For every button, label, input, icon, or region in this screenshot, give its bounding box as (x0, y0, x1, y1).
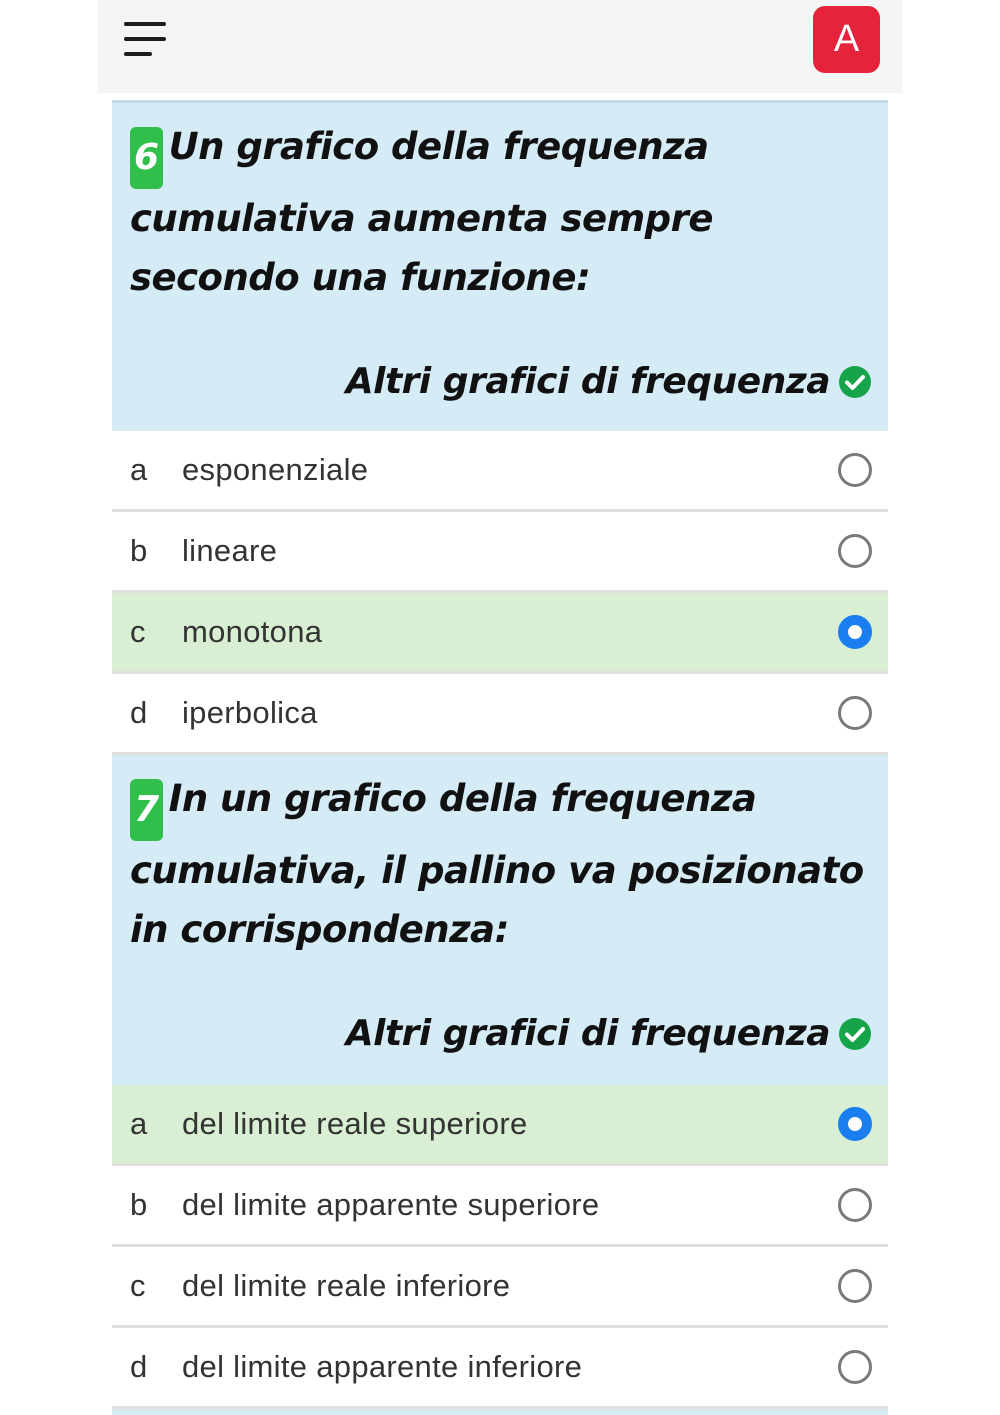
answer-option-selected[interactable] (112, 593, 888, 674)
answer-option-selected[interactable] (112, 1085, 888, 1166)
radio-button[interactable] (838, 696, 872, 730)
question-card (112, 100, 888, 431)
answer-option[interactable] (112, 512, 888, 593)
question-text: Un grafico della frequenza cumulativa aumenta sempre secondo una funzione: (130, 125, 713, 299)
question-number-badge: 6 (130, 127, 163, 189)
radio-button[interactable] (838, 1350, 872, 1384)
question-number-badge: 7 (130, 779, 163, 841)
check-circle-icon (838, 365, 872, 399)
option-letter: c (130, 614, 146, 649)
option-text: del limite reale inferiore (182, 1268, 511, 1303)
question-category (346, 1013, 872, 1054)
option-letter: d (130, 695, 148, 730)
option-text: del limite apparente inferiore (182, 1349, 583, 1384)
radio-button[interactable] (838, 534, 872, 568)
category-label: Altri grafici di frequenza (345, 1013, 830, 1054)
option-text: monotona (182, 614, 323, 649)
next-question-edge (112, 1409, 888, 1415)
answer-option[interactable] (112, 1328, 888, 1409)
radio-button-checked[interactable] (838, 615, 872, 649)
option-text: iperbolica (182, 695, 318, 730)
option-letter: a (130, 1106, 148, 1141)
top-bar (98, 0, 902, 93)
option-text: lineare (182, 533, 278, 568)
radio-button[interactable] (838, 1269, 872, 1303)
answer-option[interactable] (112, 431, 888, 512)
answer-option[interactable] (112, 1166, 888, 1247)
check-circle-icon (838, 1017, 872, 1051)
option-letter: a (130, 452, 148, 487)
question-card (112, 755, 888, 1085)
hamburger-menu-icon[interactable] (124, 22, 166, 58)
quiz-container (112, 100, 888, 1415)
radio-button[interactable] (838, 1188, 872, 1222)
answer-option[interactable] (112, 674, 888, 755)
option-text: del limite apparente superiore (182, 1187, 600, 1222)
question-text-block (130, 117, 875, 307)
option-text: del limite reale superiore (182, 1106, 528, 1141)
radio-button[interactable] (838, 453, 872, 487)
option-letter: d (130, 1349, 148, 1384)
question-text: In un grafico della frequenza cumulativa, il pallino va posizionato in corrispondenza: (130, 777, 864, 951)
option-letter: c (130, 1268, 146, 1303)
category-label: Altri grafici di frequenza (345, 361, 830, 402)
answer-option[interactable] (112, 1247, 888, 1328)
option-letter: b (130, 1187, 148, 1222)
option-text: esponenziale (182, 452, 369, 487)
question-category (346, 361, 872, 402)
option-letter: b (130, 533, 148, 568)
radio-button-checked[interactable] (838, 1107, 872, 1141)
avatar[interactable]: A (813, 6, 880, 73)
question-text-block (130, 769, 875, 959)
